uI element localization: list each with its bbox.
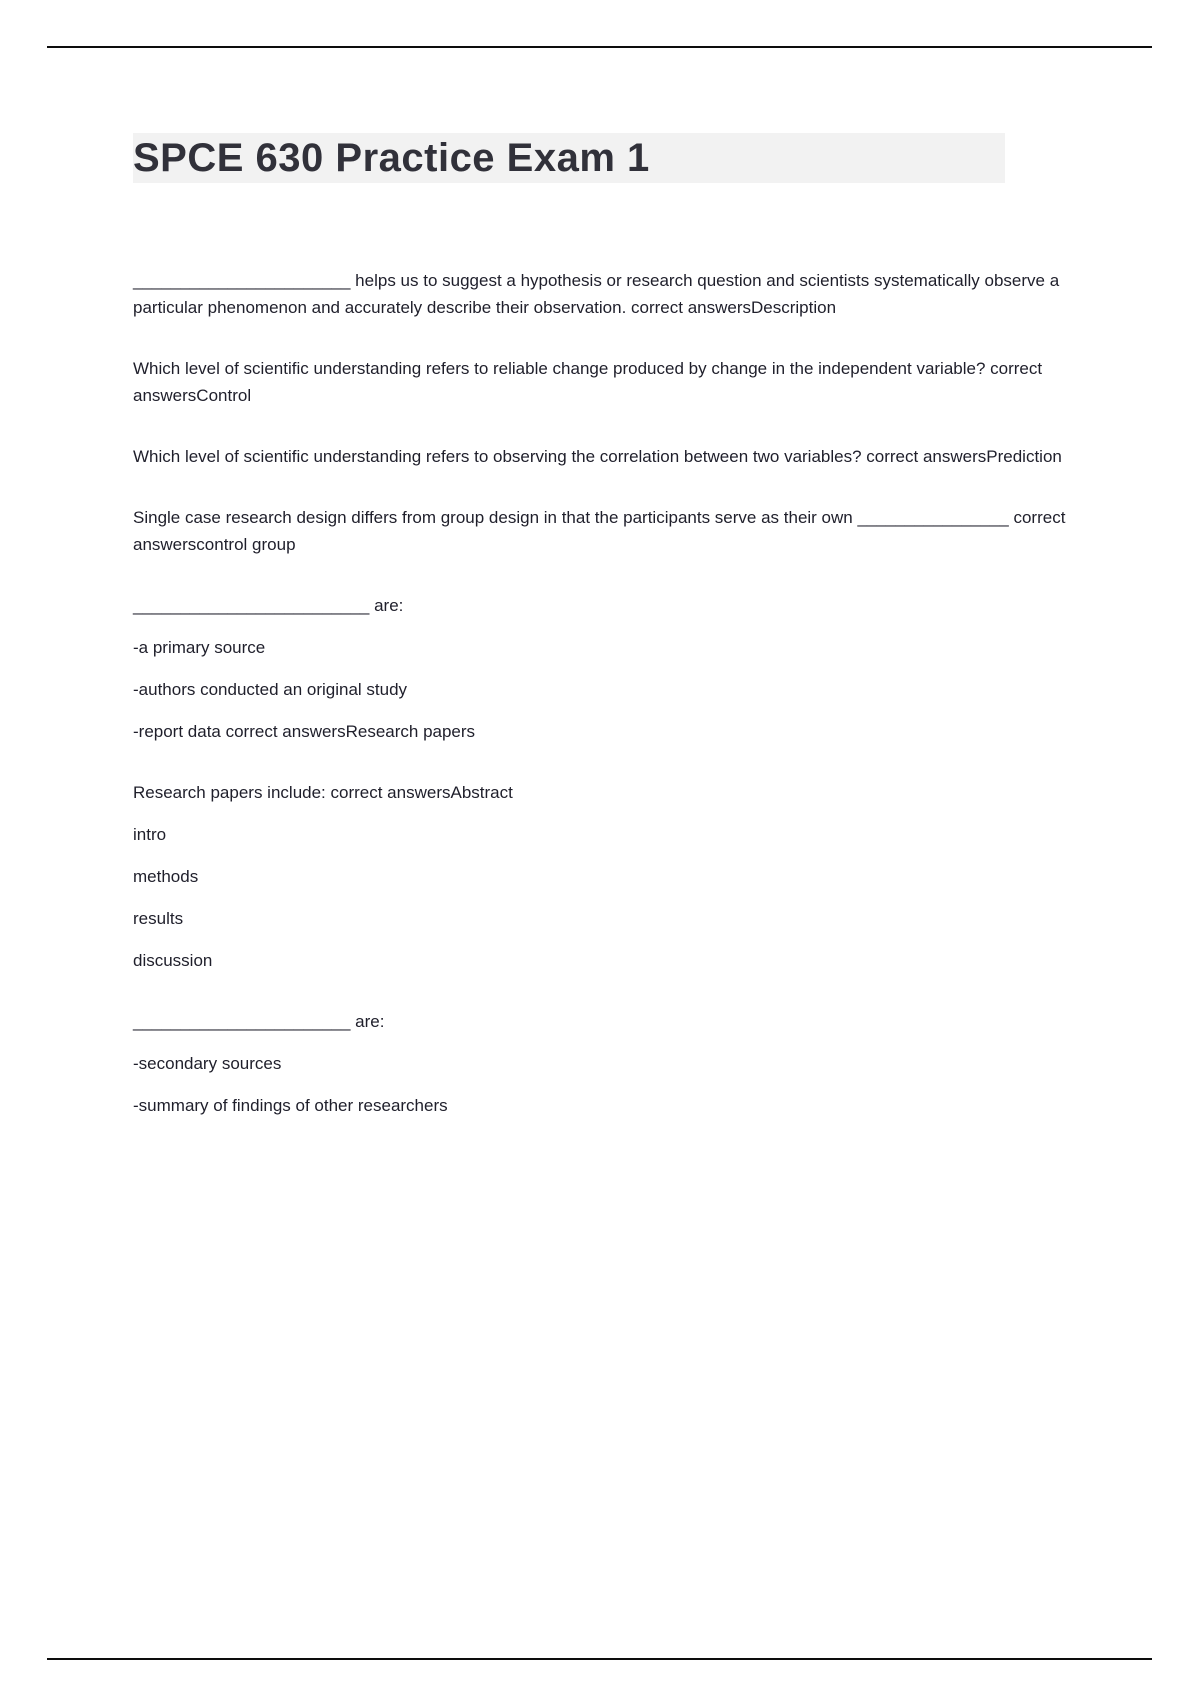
qa-paragraph: results bbox=[133, 909, 184, 928]
qa-paragraph: Which level of scientific understanding refers to reliable change produced by change in the independent variable? correct answersControl bbox=[133, 359, 1043, 405]
qa-block bbox=[133, 1008, 1068, 1119]
qa-paragraph: -report data correct answersResearch papers bbox=[133, 722, 476, 741]
qa-paragraph: -secondary sources bbox=[133, 1054, 282, 1073]
qa-block bbox=[133, 504, 1068, 558]
qa-paragraph: discussion bbox=[133, 951, 213, 970]
qa-paragraph: -a primary source bbox=[133, 638, 266, 657]
top-divider bbox=[47, 46, 1152, 48]
qa-paragraph: Which level of scientific understanding refers to observing the correlation between two variables? correct answersPrediction bbox=[133, 447, 1062, 466]
qa-paragraph: _______________________ helps us to suggest a hypothesis or research question and scientists systematically observe a particular phenomenon and accurately describe their observation. correct answersDescription bbox=[133, 271, 1060, 317]
qa-paragraph: -authors conducted an original study bbox=[133, 680, 408, 699]
qa-paragraph: -summary of findings of other researchers bbox=[133, 1096, 448, 1115]
bottom-divider bbox=[47, 1658, 1152, 1660]
document-content bbox=[133, 133, 1068, 1153]
qa-block bbox=[133, 355, 1068, 409]
qa-block bbox=[133, 779, 1068, 974]
qa-paragraph: intro bbox=[133, 825, 167, 844]
qa-paragraph: Research papers include: correct answersAbstract bbox=[133, 783, 513, 802]
qa-block bbox=[133, 267, 1068, 321]
qa-block bbox=[133, 443, 1068, 470]
qa-block bbox=[133, 592, 1068, 745]
page-title: SPCE 630 Practice Exam 1 bbox=[133, 133, 1005, 183]
qa-paragraph: Single case research design differs from group design in that the participants serve as their own ________________ correct answerscontrol group bbox=[133, 508, 1066, 554]
qa-paragraph: _________________________ are: bbox=[133, 596, 404, 615]
qa-blocks-container bbox=[133, 267, 1068, 1119]
qa-paragraph: _______________________ are: bbox=[133, 1012, 385, 1031]
qa-paragraph: methods bbox=[133, 867, 199, 886]
